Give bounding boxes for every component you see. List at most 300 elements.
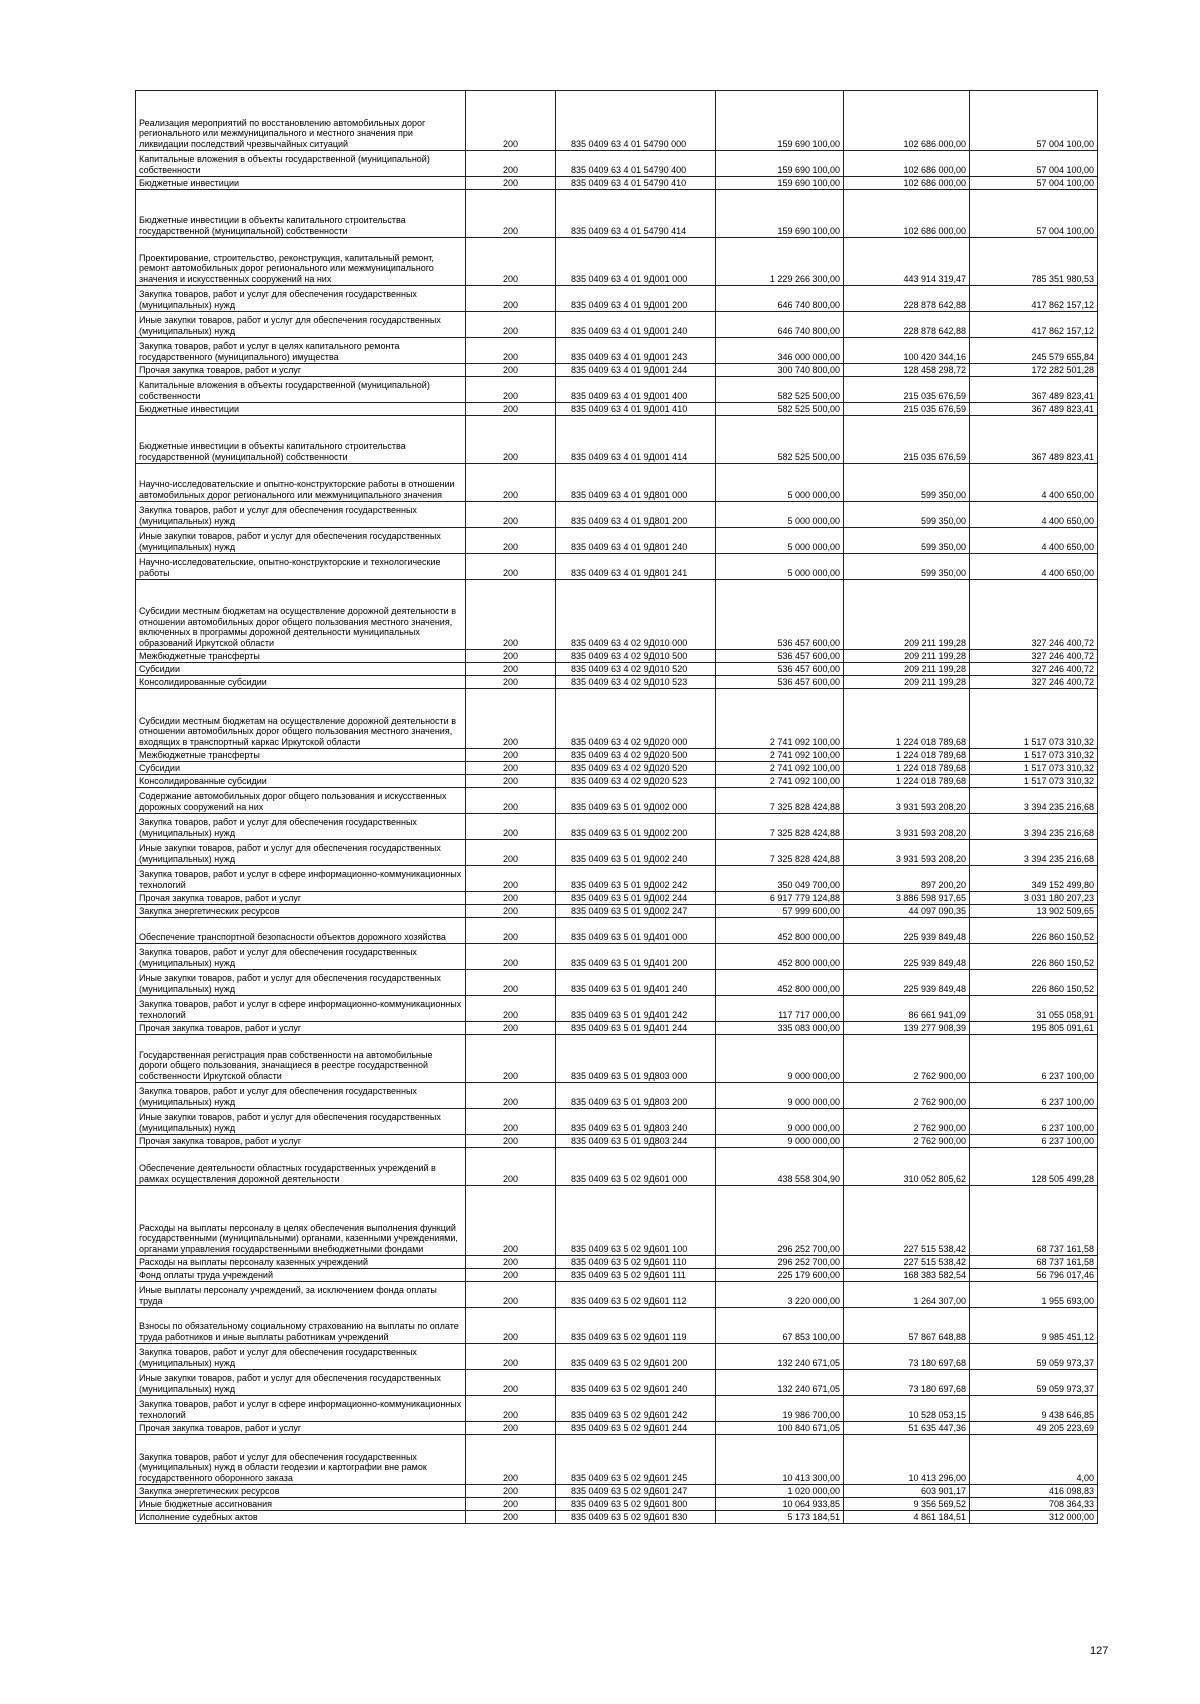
row-executed: 73 180 697,68 (844, 1344, 970, 1370)
row-remaining: 416 098,83 (970, 1485, 1098, 1498)
row-name: Обеспечение деятельности областных государственных учреждений в рамках осуществления дорожной деятельности (136, 1148, 466, 1186)
row-code: 200 (466, 1148, 556, 1186)
row-name: Закупка товаров, работ и услуг для обеспечения государственных (муниципальных) нужд (136, 1083, 466, 1109)
table-row (136, 866, 1098, 892)
row-kbk: 835 0409 63 4 01 54790 414 (556, 190, 716, 238)
table-row (136, 312, 1098, 338)
row-remaining: 312 000,00 (970, 1511, 1098, 1524)
row-remaining: 9 438 646,85 (970, 1396, 1098, 1422)
row-code: 200 (466, 944, 556, 970)
row-executed: 128 458 298,72 (844, 364, 970, 377)
table-row (136, 663, 1098, 676)
row-executed: 1 224 018 789,68 (844, 762, 970, 775)
row-kbk: 835 0409 63 5 01 9Д401 240 (556, 970, 716, 996)
row-code: 200 (466, 91, 556, 151)
row-executed: 897 200,20 (844, 866, 970, 892)
row-remaining: 4,00 (970, 1435, 1098, 1485)
row-kbk: 835 0409 63 5 02 9Д601 000 (556, 1148, 716, 1186)
row-code: 200 (466, 1035, 556, 1083)
row-remaining: 68 737 161,58 (970, 1186, 1098, 1256)
row-code: 200 (466, 238, 556, 286)
row-name: Консолидированные субсидии (136, 676, 466, 689)
row-remaining: 327 246 400,72 (970, 580, 1098, 650)
row-code: 200 (466, 663, 556, 676)
row-approved: 582 525 500,00 (716, 377, 844, 403)
row-code: 200 (466, 866, 556, 892)
row-executed: 225 939 849,48 (844, 970, 970, 996)
row-executed: 599 350,00 (844, 464, 970, 502)
row-kbk: 835 0409 63 5 01 9Д803 240 (556, 1109, 716, 1135)
row-approved: 10 064 933,85 (716, 1498, 844, 1511)
row-approved: 159 690 100,00 (716, 177, 844, 190)
row-name: Фонд оплаты труда учреждений (136, 1269, 466, 1282)
table-row (136, 1148, 1098, 1186)
row-approved: 10 413 300,00 (716, 1435, 844, 1485)
row-approved: 582 525 500,00 (716, 416, 844, 464)
page-number: 127 (1090, 1645, 1109, 1657)
table-row (136, 338, 1098, 364)
row-name: Иные закупки товаров, работ и услуг для обеспечения государственных (муниципальных) нужд (136, 1109, 466, 1135)
row-executed: 603 901,17 (844, 1485, 970, 1498)
row-executed: 168 383 582,54 (844, 1269, 970, 1282)
row-name: Иные выплаты персоналу учреждений, за исключением фонда оплаты труда (136, 1282, 466, 1308)
row-executed: 3 886 598 917,65 (844, 892, 970, 905)
table-row (136, 1435, 1098, 1485)
row-approved: 296 252 700,00 (716, 1256, 844, 1269)
row-kbk: 835 0409 63 4 01 54790 000 (556, 91, 716, 151)
row-kbk: 835 0409 63 5 02 9Д601 112 (556, 1282, 716, 1308)
table-row (136, 1370, 1098, 1396)
table-row (136, 377, 1098, 403)
row-name: Закупка товаров, работ и услуг для обеспечения государственных (муниципальных) нужд (136, 1344, 466, 1370)
table-row (136, 944, 1098, 970)
row-approved: 19 986 700,00 (716, 1396, 844, 1422)
row-approved: 132 240 671,05 (716, 1344, 844, 1370)
table-row (136, 190, 1098, 238)
row-approved: 2 741 092 100,00 (716, 775, 844, 788)
row-approved: 350 049 700,00 (716, 866, 844, 892)
table-row (136, 1422, 1098, 1435)
row-kbk: 835 0409 63 5 02 9Д601 119 (556, 1308, 716, 1344)
row-remaining: 59 059 973,37 (970, 1344, 1098, 1370)
row-remaining: 57 004 100,00 (970, 190, 1098, 238)
row-name: Прочая закупка товаров, работ и услуг (136, 364, 466, 377)
row-executed: 2 762 900,00 (844, 1109, 970, 1135)
row-executed: 225 939 849,48 (844, 918, 970, 944)
row-remaining: 128 505 499,28 (970, 1148, 1098, 1186)
row-approved: 646 740 800,00 (716, 286, 844, 312)
row-name: Научно-исследовательские, опытно-конструкторские и технологические работы (136, 554, 466, 580)
row-approved: 225 179 600,00 (716, 1269, 844, 1282)
row-kbk: 835 0409 63 5 02 9Д601 100 (556, 1186, 716, 1256)
row-name: Закупка товаров, работ и услуг для обеспечения государственных (муниципальных) нужд (136, 286, 466, 312)
row-code: 200 (466, 377, 556, 403)
row-executed: 1 264 307,00 (844, 1282, 970, 1308)
row-remaining: 6 237 100,00 (970, 1035, 1098, 1083)
row-code: 200 (466, 580, 556, 650)
row-approved: 452 800 000,00 (716, 918, 844, 944)
table-row (136, 580, 1098, 650)
row-remaining: 4 400 650,00 (970, 464, 1098, 502)
row-code: 200 (466, 1282, 556, 1308)
row-name: Проектирование, строительство, реконструкция, капитальный ремонт, ремонт автомобильных дорог регионального или межмуниципального значения и искусственных сооружений на них (136, 238, 466, 286)
row-remaining: 367 489 823,41 (970, 403, 1098, 416)
row-remaining: 31 055 058,91 (970, 996, 1098, 1022)
row-approved: 9 000 000,00 (716, 1109, 844, 1135)
row-name: Иные закупки товаров, работ и услуг для обеспечения государственных (муниципальных) нужд (136, 840, 466, 866)
row-kbk: 835 0409 63 5 02 9Д601 247 (556, 1485, 716, 1498)
row-kbk: 835 0409 63 4 01 9Д801 000 (556, 464, 716, 502)
row-name: Бюджетные инвестиции в объекты капитального строительства государственной (муниципальной) собственности (136, 190, 466, 238)
row-executed: 3 931 593 208,20 (844, 788, 970, 814)
row-code: 200 (466, 749, 556, 762)
row-approved: 159 690 100,00 (716, 91, 844, 151)
row-remaining: 3 031 180 207,23 (970, 892, 1098, 905)
row-code: 200 (466, 676, 556, 689)
row-kbk: 835 0409 63 4 01 9Д001 400 (556, 377, 716, 403)
row-name: Закупка энергетических ресурсов (136, 905, 466, 918)
row-code: 200 (466, 1308, 556, 1344)
row-name: Расходы на выплаты персоналу казенных учреждений (136, 1256, 466, 1269)
table-row (136, 749, 1098, 762)
row-name: Иные закупки товаров, работ и услуг для обеспечения государственных (муниципальных) нужд (136, 1370, 466, 1396)
row-approved: 2 741 092 100,00 (716, 749, 844, 762)
row-remaining: 327 246 400,72 (970, 663, 1098, 676)
row-approved: 5 000 000,00 (716, 464, 844, 502)
row-executed: 86 661 941,09 (844, 996, 970, 1022)
row-executed: 215 035 676,59 (844, 416, 970, 464)
table-row (136, 91, 1098, 151)
row-name: Прочая закупка товаров, работ и услуг (136, 1422, 466, 1435)
row-executed: 1 224 018 789,68 (844, 749, 970, 762)
row-remaining: 226 860 150,52 (970, 944, 1098, 970)
table-row (136, 286, 1098, 312)
row-approved: 67 853 100,00 (716, 1308, 844, 1344)
row-name: Консолидированные субсидии (136, 775, 466, 788)
row-kbk: 835 0409 63 5 01 9Д401 244 (556, 1022, 716, 1035)
row-executed: 443 914 319,47 (844, 238, 970, 286)
row-name: Прочая закупка товаров, работ и услуг (136, 1135, 466, 1148)
row-approved: 9 000 000,00 (716, 1135, 844, 1148)
table-row (136, 1498, 1098, 1511)
row-name: Иные закупки товаров, работ и услуг для обеспечения государственных (муниципальных) нужд (136, 528, 466, 554)
row-code: 200 (466, 1135, 556, 1148)
row-code: 200 (466, 464, 556, 502)
row-code: 200 (466, 177, 556, 190)
row-code: 200 (466, 1511, 556, 1524)
row-name: Закупка товаров, работ и услуг в сфере информационно-коммуникационных технологий (136, 866, 466, 892)
row-approved: 2 741 092 100,00 (716, 689, 844, 749)
row-name: Закупка товаров, работ и услуг для обеспечения государственных (муниципальных) нужд (136, 814, 466, 840)
row-remaining: 1 517 073 310,32 (970, 749, 1098, 762)
row-remaining: 708 364,33 (970, 1498, 1098, 1511)
row-approved: 3 220 000,00 (716, 1282, 844, 1308)
row-approved: 7 325 828 424,88 (716, 788, 844, 814)
row-name: Межбюджетные трансферты (136, 749, 466, 762)
table-row (136, 905, 1098, 918)
row-code: 200 (466, 1422, 556, 1435)
row-name: Закупка товаров, работ и услуг для обеспечения государственных (муниципальных) нужд в области геодезии и картографии вне рамок государственного оборонного заказа (136, 1435, 466, 1485)
table-row (136, 892, 1098, 905)
row-approved: 536 457 600,00 (716, 676, 844, 689)
row-remaining: 417 862 157,12 (970, 286, 1098, 312)
row-kbk: 835 0409 63 5 02 9Д601 800 (556, 1498, 716, 1511)
row-approved: 335 083 000,00 (716, 1022, 844, 1035)
row-approved: 536 457 600,00 (716, 650, 844, 663)
row-code: 200 (466, 502, 556, 528)
row-kbk: 835 0409 63 5 01 9Д002 244 (556, 892, 716, 905)
row-approved: 438 558 304,90 (716, 1148, 844, 1186)
table-row (136, 177, 1098, 190)
row-code: 200 (466, 788, 556, 814)
row-approved: 536 457 600,00 (716, 580, 844, 650)
row-approved: 117 717 000,00 (716, 996, 844, 1022)
table-row (136, 814, 1098, 840)
row-approved: 57 999 600,00 (716, 905, 844, 918)
row-code: 200 (466, 650, 556, 663)
row-remaining: 9 985 451,12 (970, 1308, 1098, 1344)
row-executed: 9 356 569,52 (844, 1498, 970, 1511)
row-name: Закупка товаров, работ и услуг в целях капитального ремонта государственного (муниципального) имущества (136, 338, 466, 364)
table-row (136, 554, 1098, 580)
row-approved: 452 800 000,00 (716, 970, 844, 996)
table-row (136, 1308, 1098, 1344)
row-kbk: 835 0409 63 4 02 9Д010 520 (556, 663, 716, 676)
row-name: Обеспечение транспортной безопасности объектов дорожного хозяйства (136, 918, 466, 944)
row-remaining: 49 205 223,69 (970, 1422, 1098, 1435)
row-remaining: 56 796 017,46 (970, 1269, 1098, 1282)
row-approved: 159 690 100,00 (716, 151, 844, 177)
row-executed: 51 635 447,36 (844, 1422, 970, 1435)
row-name: Закупка энергетических ресурсов (136, 1485, 466, 1498)
row-name: Взносы по обязательному социальному страхованию на выплаты по оплате труда работников и иные выплаты работникам учреждений (136, 1308, 466, 1344)
row-executed: 228 878 642,88 (844, 286, 970, 312)
table-row (136, 416, 1098, 464)
table-row (136, 1511, 1098, 1524)
row-executed: 2 762 900,00 (844, 1083, 970, 1109)
row-kbk: 835 0409 63 4 01 9Д801 241 (556, 554, 716, 580)
row-remaining: 6 237 100,00 (970, 1109, 1098, 1135)
row-remaining: 59 059 973,37 (970, 1370, 1098, 1396)
row-name: Бюджетные инвестиции в объекты капитального строительства государственной (муниципальной) собственности (136, 416, 466, 464)
row-kbk: 835 0409 63 5 01 9Д401 242 (556, 996, 716, 1022)
row-executed: 100 420 344,16 (844, 338, 970, 364)
row-kbk: 835 0409 63 4 01 54790 410 (556, 177, 716, 190)
row-remaining: 4 400 650,00 (970, 502, 1098, 528)
table-row (136, 1256, 1098, 1269)
table-row (136, 1135, 1098, 1148)
row-executed: 3 931 593 208,20 (844, 814, 970, 840)
row-code: 200 (466, 970, 556, 996)
row-kbk: 835 0409 63 5 02 9Д601 244 (556, 1422, 716, 1435)
row-approved: 300 740 800,00 (716, 364, 844, 377)
row-kbk: 835 0409 63 5 01 9Д002 247 (556, 905, 716, 918)
row-code: 200 (466, 996, 556, 1022)
row-executed: 228 878 642,88 (844, 312, 970, 338)
row-kbk: 835 0409 63 4 01 9Д001 240 (556, 312, 716, 338)
row-kbk: 835 0409 63 5 01 9Д803 000 (556, 1035, 716, 1083)
row-code: 200 (466, 1498, 556, 1511)
row-approved: 5 000 000,00 (716, 554, 844, 580)
row-name: Субсидии (136, 663, 466, 676)
row-code: 200 (466, 286, 556, 312)
table-row (136, 364, 1098, 377)
budget-execution-table (135, 90, 1098, 1524)
table-row (136, 1083, 1098, 1109)
row-name: Научно-исследовательские и опытно-конструкторские работы в отношении автомобильных дорог регионального или межмуниципального значения (136, 464, 466, 502)
row-approved: 452 800 000,00 (716, 944, 844, 970)
row-code: 200 (466, 1370, 556, 1396)
row-executed: 599 350,00 (844, 502, 970, 528)
row-code: 200 (466, 554, 556, 580)
row-remaining: 367 489 823,41 (970, 416, 1098, 464)
row-name: Реализация мероприятий по восстановлению автомобильных дорог регионального или межмуниципального и местного значения при ликвидации последствий чрезвычайных ситуаций (136, 91, 466, 151)
row-kbk: 835 0409 63 4 02 9Д020 520 (556, 762, 716, 775)
row-executed: 57 867 648,88 (844, 1308, 970, 1344)
row-executed: 139 277 908,39 (844, 1022, 970, 1035)
row-executed: 225 939 849,48 (844, 944, 970, 970)
table-row (136, 1282, 1098, 1308)
row-executed: 73 180 697,68 (844, 1370, 970, 1396)
row-remaining: 1 517 073 310,32 (970, 762, 1098, 775)
row-remaining: 6 237 100,00 (970, 1135, 1098, 1148)
row-name: Капитальные вложения в объекты государственной (муниципальной) собственности (136, 151, 466, 177)
row-name: Закупка товаров, работ и услуг для обеспечения государственных (муниципальных) нужд (136, 944, 466, 970)
row-code: 200 (466, 1396, 556, 1422)
row-name: Субсидии (136, 762, 466, 775)
row-kbk: 835 0409 63 4 01 9Д001 414 (556, 416, 716, 464)
row-approved: 159 690 100,00 (716, 190, 844, 238)
row-name: Бюджетные инвестиции (136, 177, 466, 190)
row-code: 200 (466, 689, 556, 749)
table-row (136, 403, 1098, 416)
row-name: Иные закупки товаров, работ и услуг для обеспечения государственных (муниципальных) нужд (136, 312, 466, 338)
table-row (136, 970, 1098, 996)
row-kbk: 835 0409 63 5 01 9Д002 200 (556, 814, 716, 840)
row-name: Расходы на выплаты персоналу в целях обеспечения выполнения функций государственными (муниципальными) органами, казенными учреждениями, органами управления государственными внебюджетными фондами (136, 1186, 466, 1256)
row-executed: 209 211 199,28 (844, 676, 970, 689)
row-kbk: 835 0409 63 4 01 9Д001 243 (556, 338, 716, 364)
table-row (136, 1022, 1098, 1035)
row-kbk: 835 0409 63 5 01 9Д002 000 (556, 788, 716, 814)
row-kbk: 835 0409 63 4 01 9Д001 410 (556, 403, 716, 416)
row-approved: 346 000 000,00 (716, 338, 844, 364)
row-remaining: 57 004 100,00 (970, 91, 1098, 151)
row-approved: 582 525 500,00 (716, 403, 844, 416)
row-approved: 296 252 700,00 (716, 1186, 844, 1256)
table-row (136, 676, 1098, 689)
row-remaining: 327 246 400,72 (970, 650, 1098, 663)
row-kbk: 835 0409 63 5 01 9Д002 240 (556, 840, 716, 866)
table-row (136, 1109, 1098, 1135)
row-executed: 310 052 805,62 (844, 1148, 970, 1186)
table-row (136, 1396, 1098, 1422)
row-remaining: 57 004 100,00 (970, 177, 1098, 190)
row-executed: 10 413 296,00 (844, 1435, 970, 1485)
row-executed: 102 686 000,00 (844, 91, 970, 151)
row-code: 200 (466, 1344, 556, 1370)
row-code: 200 (466, 528, 556, 554)
table-row (136, 788, 1098, 814)
row-kbk: 835 0409 63 4 01 9Д001 000 (556, 238, 716, 286)
row-executed: 102 686 000,00 (844, 177, 970, 190)
row-executed: 102 686 000,00 (844, 151, 970, 177)
row-remaining: 1 955 693,00 (970, 1282, 1098, 1308)
row-remaining: 172 282 501,28 (970, 364, 1098, 377)
table-row (136, 1186, 1098, 1256)
row-kbk: 835 0409 63 5 02 9Д601 200 (556, 1344, 716, 1370)
row-executed: 599 350,00 (844, 528, 970, 554)
row-code: 200 (466, 1485, 556, 1498)
row-approved: 100 840 671,05 (716, 1422, 844, 1435)
table-row (136, 689, 1098, 749)
table-row (136, 528, 1098, 554)
row-executed: 1 224 018 789,68 (844, 689, 970, 749)
table-row (136, 1344, 1098, 1370)
row-code: 200 (466, 1256, 556, 1269)
row-remaining: 226 860 150,52 (970, 918, 1098, 944)
table-row (136, 1035, 1098, 1083)
row-executed: 10 528 053,15 (844, 1396, 970, 1422)
row-kbk: 835 0409 63 4 02 9Д010 523 (556, 676, 716, 689)
row-remaining: 226 860 150,52 (970, 970, 1098, 996)
row-remaining: 13 902 509,65 (970, 905, 1098, 918)
row-executed: 102 686 000,00 (844, 190, 970, 238)
row-name: Межбюджетные трансферты (136, 650, 466, 663)
row-remaining: 195 805 091,61 (970, 1022, 1098, 1035)
row-remaining: 3 394 235 216,68 (970, 814, 1098, 840)
row-executed: 209 211 199,28 (844, 580, 970, 650)
row-executed: 44 097 090,35 (844, 905, 970, 918)
row-kbk: 835 0409 63 5 02 9Д601 111 (556, 1269, 716, 1282)
table-body (136, 91, 1098, 1524)
row-approved: 6 917 779 124,88 (716, 892, 844, 905)
row-kbk: 835 0409 63 4 02 9Д020 000 (556, 689, 716, 749)
row-kbk: 835 0409 63 4 02 9Д010 000 (556, 580, 716, 650)
row-executed: 3 931 593 208,20 (844, 840, 970, 866)
row-name: Закупка товаров, работ и услуг в сфере информационно-коммуникационных технологий (136, 1396, 466, 1422)
row-name: Иные бюджетные ассигнования (136, 1498, 466, 1511)
row-name: Прочая закупка товаров, работ и услуг (136, 892, 466, 905)
row-kbk: 835 0409 63 4 01 54790 400 (556, 151, 716, 177)
row-approved: 9 000 000,00 (716, 1083, 844, 1109)
row-approved: 7 325 828 424,88 (716, 814, 844, 840)
row-name: Иные закупки товаров, работ и услуг для обеспечения государственных (муниципальных) нужд (136, 970, 466, 996)
row-code: 200 (466, 762, 556, 775)
row-name: Субсидии местным бюджетам на осуществление дорожной деятельности в отношении автомобильных дорог общего пользования местного значения, включенных в программы дорожной деятельности муниципальных образований Иркутской области (136, 580, 466, 650)
row-kbk: 835 0409 63 5 01 9Д803 244 (556, 1135, 716, 1148)
row-executed: 599 350,00 (844, 554, 970, 580)
row-name: Содержание автомобильных дорог общего пользования и искусственных дорожных сооружений на них (136, 788, 466, 814)
row-code: 200 (466, 312, 556, 338)
row-remaining: 6 237 100,00 (970, 1083, 1098, 1109)
row-kbk: 835 0409 63 5 01 9Д401 000 (556, 918, 716, 944)
row-kbk: 835 0409 63 5 01 9Д002 242 (556, 866, 716, 892)
row-name: Бюджетные инвестиции (136, 403, 466, 416)
row-code: 200 (466, 1022, 556, 1035)
row-remaining: 367 489 823,41 (970, 377, 1098, 403)
row-approved: 1 229 266 300,00 (716, 238, 844, 286)
row-kbk: 835 0409 63 4 02 9Д020 500 (556, 749, 716, 762)
table-row (136, 918, 1098, 944)
table-row (136, 1485, 1098, 1498)
row-remaining: 245 579 655,84 (970, 338, 1098, 364)
row-executed: 4 861 184,51 (844, 1511, 970, 1524)
row-approved: 132 240 671,05 (716, 1370, 844, 1396)
row-executed: 209 211 199,28 (844, 650, 970, 663)
row-remaining: 3 394 235 216,68 (970, 788, 1098, 814)
row-approved: 5 000 000,00 (716, 502, 844, 528)
